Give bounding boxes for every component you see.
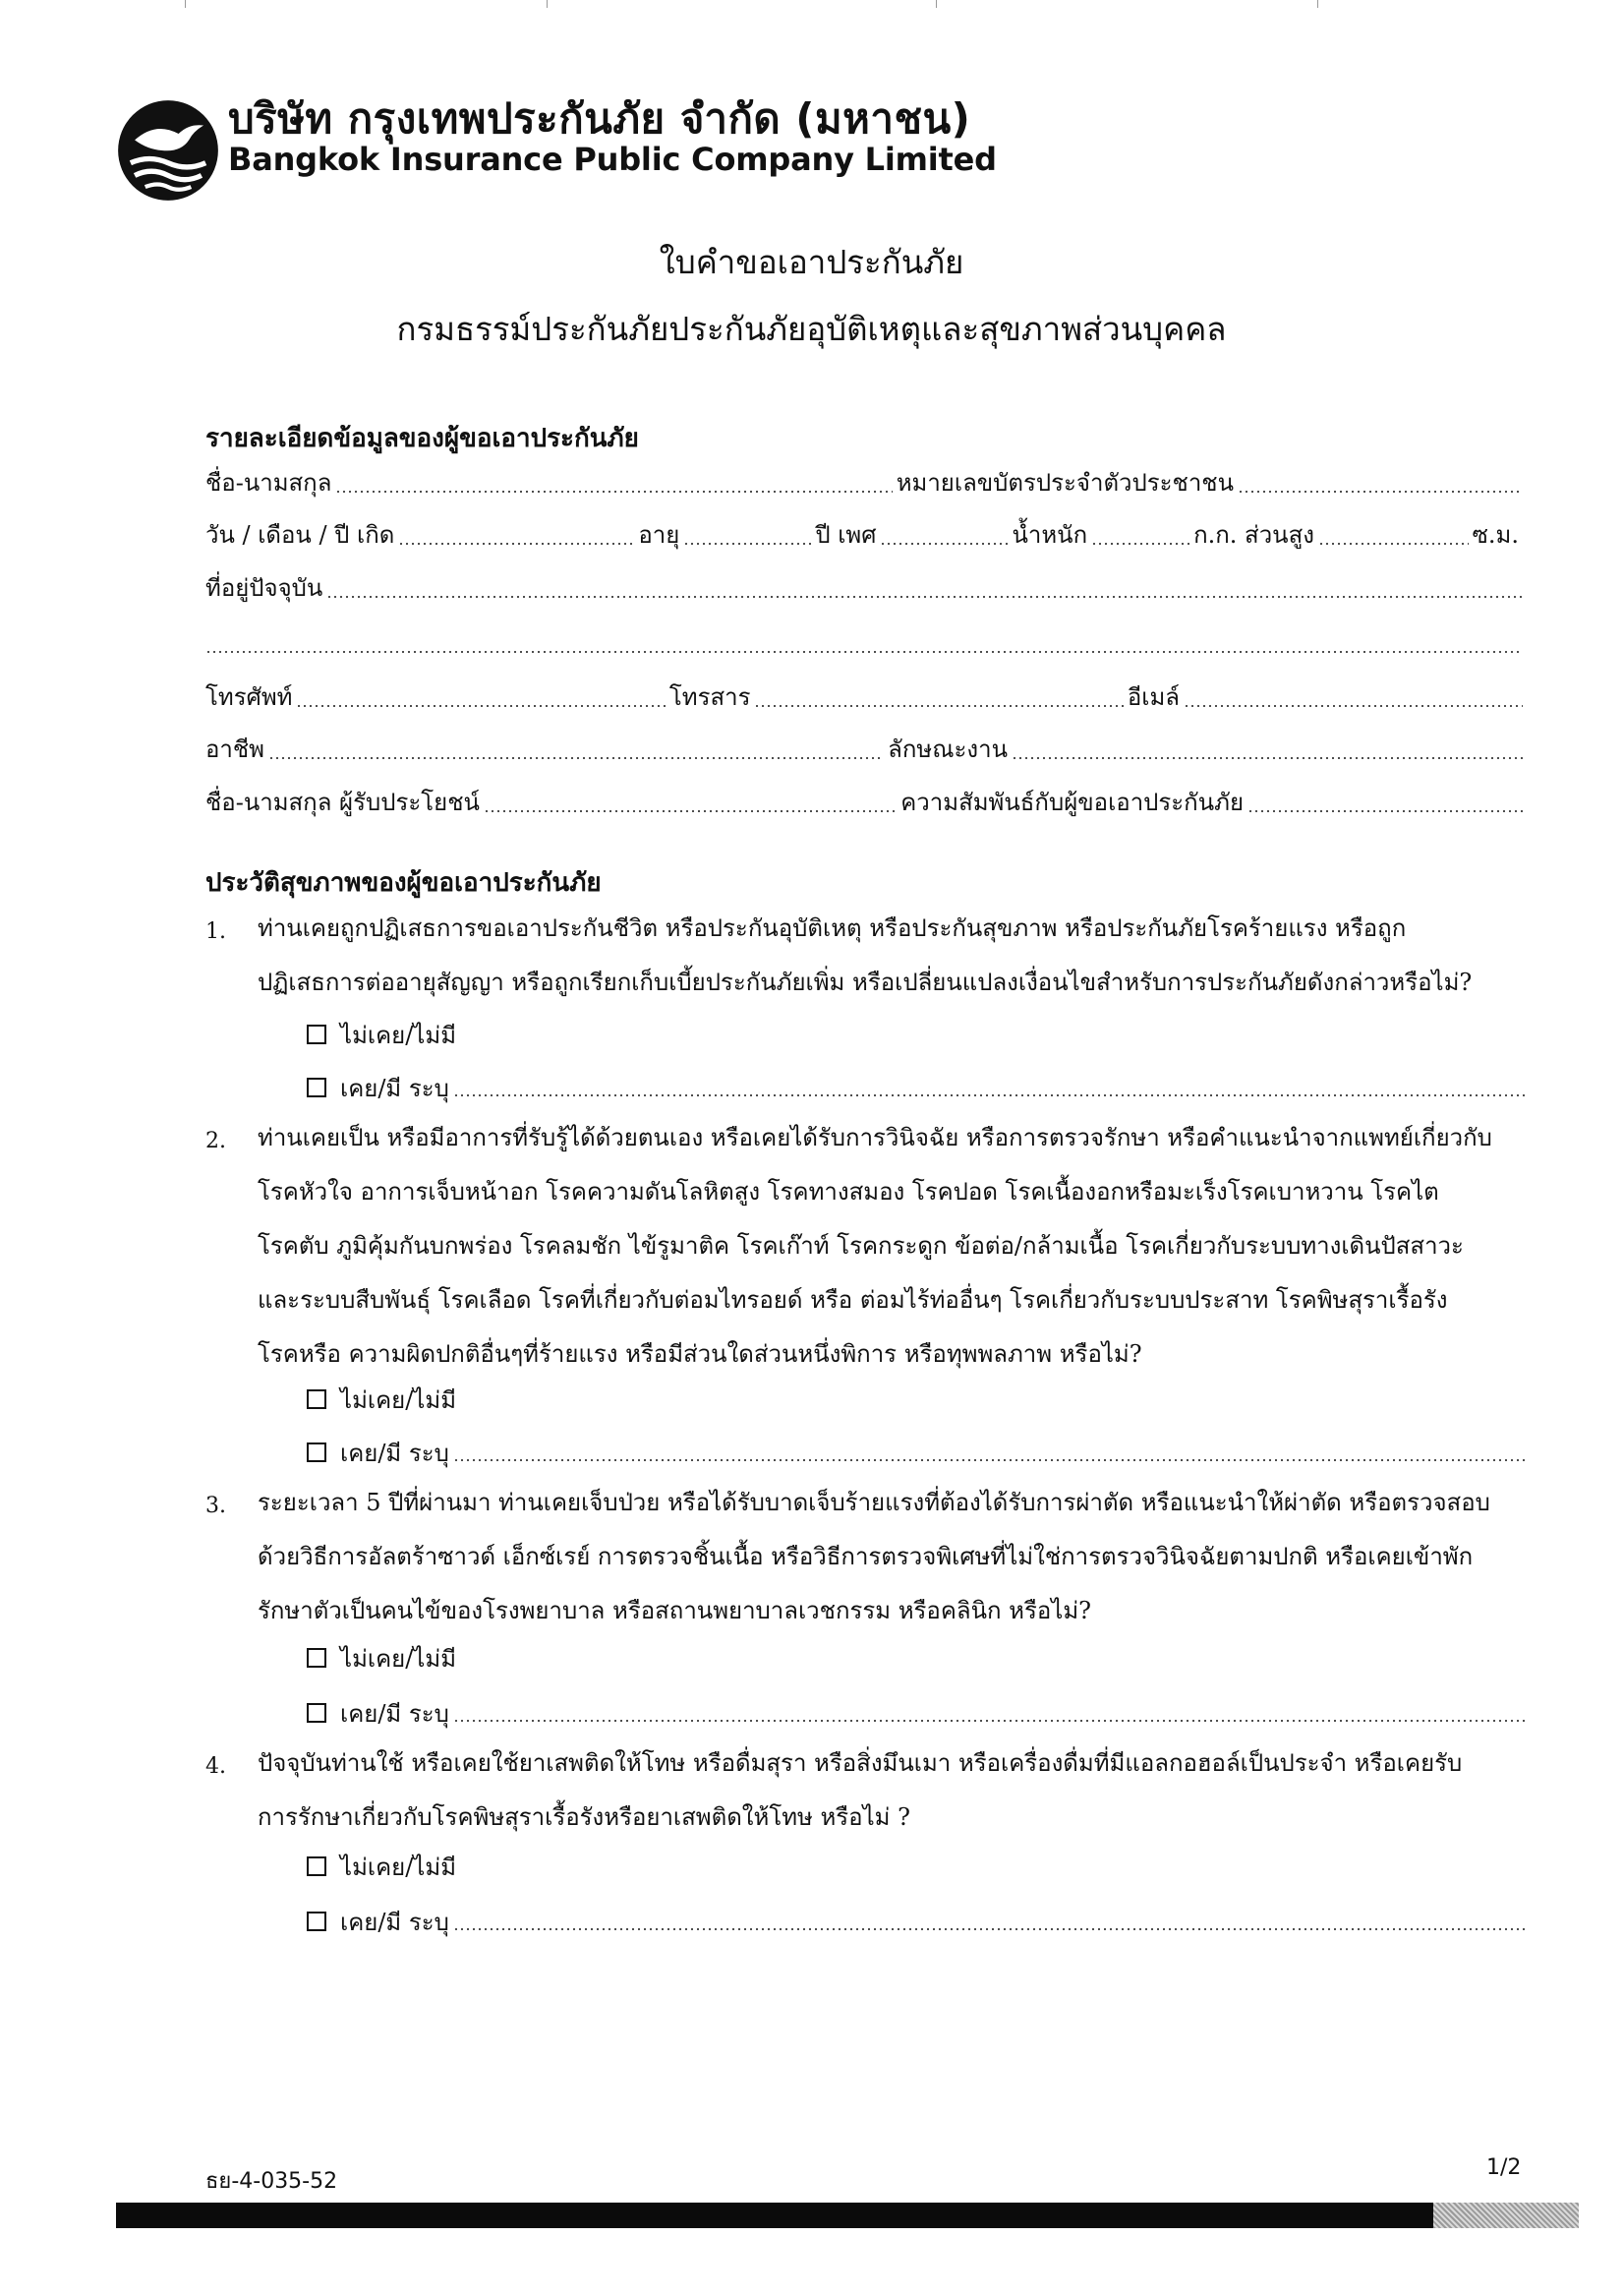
health-section-heading: ประวัติสุขภาพของผู้ขอเอาประกันภัย bbox=[205, 868, 602, 898]
name-field[interactable] bbox=[335, 490, 892, 494]
checkbox-icon[interactable] bbox=[307, 1648, 326, 1668]
form-subtitle: กรมธรรม์ประกันภัยประกันภัยอุบัติเหตุและสุขภาพส่วนบุคคล bbox=[396, 310, 1227, 348]
occupation-field[interactable] bbox=[268, 756, 884, 760]
kg-height-label: ก.ก. ส่วนสูง bbox=[1193, 521, 1314, 549]
question-2-text bbox=[258, 1111, 1526, 1382]
job-nature-field[interactable] bbox=[1012, 756, 1523, 760]
checkbox-icon[interactable] bbox=[307, 1703, 326, 1723]
question-line: ปัจจุบันท่านใช้ หรือเคยใช้ยาเสพติดให้โทษ หรือดื่มสุรา หรือสิ่งมึนเมา หรือเครื่องดื่มที่มีแอลกอฮอล์เป็นประจำ หรือเคยรับ bbox=[258, 1749, 1463, 1777]
question-number: 2. bbox=[205, 1129, 226, 1153]
age-field[interactable] bbox=[683, 542, 811, 546]
scan-mark bbox=[1317, 0, 1318, 8]
question-line: รักษาตัวเป็นคนไข้ของโรงพยาบาล หรือสถานพยาบาลเวชกรรม หรือคลินิก หรือไม่? bbox=[258, 1597, 1092, 1624]
question-4-option-no[interactable] bbox=[307, 1847, 460, 1886]
question-line: โรคหัวใจ อาการเจ็บหน้าอก โรคความดันโลหิตสูง โรคทางสมอง โรคปอด โรคเนื้องอกหรือมะเร็งโรคเบาหวาน โรคไต bbox=[258, 1178, 1439, 1206]
age-label: อายุ bbox=[638, 521, 680, 549]
option-no-label: ไม่เคย/ไม่มี bbox=[340, 1853, 457, 1881]
scan-mark bbox=[936, 0, 937, 8]
question-line: ท่านเคยเป็น หรือมีอาการที่รับรู้ได้ด้วยตนเอง หรือเคยได้รับการวินิจฉัย หรือการตรวจรักษา หรือคำแนะนำจากแพทย์เกี่ยวกับ bbox=[258, 1124, 1492, 1151]
national-id-field[interactable] bbox=[1238, 490, 1523, 494]
question-2-option-no[interactable] bbox=[307, 1380, 460, 1419]
checkbox-icon[interactable] bbox=[307, 1025, 326, 1044]
question-3-option-no[interactable] bbox=[307, 1638, 460, 1678]
address-label: ที่อยู่ปัจจุบัน bbox=[205, 574, 323, 602]
question-3-text bbox=[258, 1476, 1526, 1638]
question-line: ท่านเคยถูกปฏิเสธการขอเอาประกันชีวิต หรือประกันอุบัติเหตุ หรือประกันสุขภาพ หรือประกันภัยโรคร้ายแรง หรือถูก bbox=[258, 914, 1407, 942]
question-1-details-field[interactable] bbox=[453, 1093, 1526, 1097]
fax-label: โทรสาร bbox=[668, 683, 751, 711]
question-1-option-no[interactable] bbox=[307, 1015, 460, 1054]
sex-field[interactable] bbox=[880, 542, 1008, 546]
email-label: อีเมล์ bbox=[1127, 683, 1181, 711]
question-line: ระยะเวลา 5 ปีที่ผ่านมา ท่านเคยเจ็บป่วย หรือได้รับบาดเจ็บร้ายแรงที่ต้องได้รับการผ่าตัด หรือแนะนำให้ผ่าตัด หรือตรวจสอบ bbox=[258, 1489, 1490, 1516]
company-name-english: Bangkok Insurance Public Company Limited bbox=[228, 141, 997, 178]
checkbox-icon[interactable] bbox=[307, 1078, 326, 1097]
form-title: ใบคำขอเอาประกันภัย bbox=[659, 243, 964, 281]
question-2-option-yes[interactable] bbox=[307, 1433, 1526, 1472]
question-line: โรคหรือ ความผิดปกติอื่นๆที่ร้ายแรง หรือมีส่วนใดส่วนหนึ่งพิการ หรือทุพพลภาพ หรือไม่? bbox=[258, 1340, 1142, 1368]
question-line: การรักษาเกี่ยวกับโรคพิษสุราเรื้อรังหรือยาเสพติดให้โทษ หรือไม่ ? bbox=[258, 1803, 910, 1831]
beneficiary-field[interactable] bbox=[484, 809, 897, 813]
question-number: 1. bbox=[205, 919, 226, 944]
question-4-details-field[interactable] bbox=[453, 1927, 1526, 1931]
question-line: โรคตับ ภูมิคุ้มกันบกพร่อง โรคลมชัก ไข้รูมาติค โรคเก๊าท์ โรคกระดูก ข้อต่อ/กล้ามเนื้อ โรคเกี่ยวกับระบบทางเดินปัสสาวะ bbox=[258, 1232, 1464, 1260]
footer-hatch-pattern bbox=[1433, 2203, 1579, 2228]
question-1-option-yes[interactable] bbox=[307, 1068, 1526, 1107]
option-no-label: ไม่เคย/ไม่มี bbox=[340, 1385, 457, 1414]
fax-field[interactable] bbox=[754, 704, 1123, 708]
option-no-label: ไม่เคย/ไม่มี bbox=[340, 1644, 457, 1673]
height-field[interactable] bbox=[1318, 542, 1469, 546]
checkbox-icon[interactable] bbox=[307, 1856, 326, 1876]
option-no-label: ไม่เคย/ไม่มี bbox=[340, 1021, 457, 1049]
question-1-text bbox=[258, 902, 1526, 1010]
address-continued-row bbox=[205, 622, 1523, 662]
contact-row bbox=[205, 677, 1523, 716]
applicant-section-heading: รายละเอียดข้อมูลของผู้ขอเอาประกันภัย bbox=[205, 424, 639, 453]
option-yes-label: เคย/มี ระบุ bbox=[340, 1074, 449, 1102]
relationship-label: ความสัมพันธ์กับผู้ขอเอาประกันภัย bbox=[900, 789, 1244, 816]
checkbox-icon[interactable] bbox=[307, 1442, 326, 1462]
question-line: ด้วยวิธีการอัลตร้าซาวด์ เอ็กซ์เรย์ การตรวจชิ้นเนื้อ หรือวิธีการตรวจพิเศษที่ไม่ใช่การตรวจวินิจฉัยตามปกติ หรือเคยเข้าพัก bbox=[258, 1543, 1474, 1570]
birth-details-row bbox=[205, 514, 1523, 554]
phone-field[interactable] bbox=[296, 704, 665, 708]
option-yes-label: เคย/มี ระบุ bbox=[340, 1699, 449, 1728]
bird-over-waves-logo-icon bbox=[116, 98, 220, 203]
question-line: ปฏิเสธการต่ออายุสัญญา หรือถูกเรียกเก็บเบี้ยประกันภัยเพิ่ม หรือเปลี่ยนแปลงเงื่อนไขสำหรับการประกันภัยดังกล่าวหรือไม่? bbox=[258, 969, 1473, 996]
dob-label: วัน / เดือน / ปี เกิด bbox=[205, 521, 395, 549]
question-2-details-field[interactable] bbox=[453, 1458, 1526, 1462]
checkbox-icon[interactable] bbox=[307, 1912, 326, 1931]
scan-mark bbox=[547, 0, 548, 8]
occupation-label: อาชีพ bbox=[205, 736, 264, 763]
checkbox-icon[interactable] bbox=[307, 1389, 326, 1409]
cm-label: ซ.ม. bbox=[1472, 521, 1519, 549]
address-line-2-field[interactable] bbox=[205, 650, 1523, 654]
dob-field[interactable] bbox=[398, 542, 634, 546]
occupation-row bbox=[205, 729, 1523, 768]
question-4-option-yes[interactable] bbox=[307, 1902, 1526, 1941]
company-name-thai: บริษัท กรุงเทพประกันภัย จำกัด (มหาชน) bbox=[228, 94, 971, 143]
job-nature-label: ลักษณะงาน bbox=[888, 736, 1008, 763]
beneficiary-label: ชื่อ-นามสกุล ผู้รับประโยชน์ bbox=[205, 789, 480, 816]
question-number: 4. bbox=[205, 1754, 226, 1779]
address-field[interactable] bbox=[326, 595, 1523, 599]
beneficiary-row bbox=[205, 782, 1523, 821]
question-number: 3. bbox=[205, 1494, 226, 1518]
address-row bbox=[205, 567, 1523, 607]
page-number: 1/2 bbox=[1486, 2155, 1522, 2180]
question-4-text bbox=[258, 1737, 1526, 1845]
email-field[interactable] bbox=[1184, 704, 1523, 708]
name-label: ชื่อ-นามสกุล bbox=[205, 469, 332, 497]
question-3-details-field[interactable] bbox=[453, 1719, 1526, 1723]
option-yes-label: เคย/มี ระบุ bbox=[340, 1908, 449, 1936]
footer-bar bbox=[116, 2203, 1433, 2228]
weight-label: น้ำหนัก bbox=[1012, 521, 1088, 549]
national-id-label: หมายเลขบัตรประจำตัวประชาชน bbox=[896, 469, 1234, 497]
form-code: ธย-4-035-52 bbox=[205, 2169, 338, 2194]
option-yes-label: เคย/มี ระบุ bbox=[340, 1439, 449, 1467]
question-line: และระบบสืบพันธุ์ โรคเลือด โรคที่เกี่ยวกับต่อมไทรอยด์ หรือ ต่อมไร้ท่ออื่นๆ โรคเกี่ยวกับระบบประสาท โรคพิษสุราเรื้อรัง bbox=[258, 1286, 1448, 1314]
year-sex-label: ปี เพศ bbox=[815, 521, 877, 549]
weight-field[interactable] bbox=[1091, 542, 1189, 546]
phone-label: โทรศัพท์ bbox=[205, 683, 293, 711]
name-id-row bbox=[205, 462, 1523, 501]
scan-mark bbox=[185, 0, 186, 8]
relationship-field[interactable] bbox=[1247, 809, 1523, 813]
question-3-option-yes[interactable] bbox=[307, 1693, 1526, 1733]
